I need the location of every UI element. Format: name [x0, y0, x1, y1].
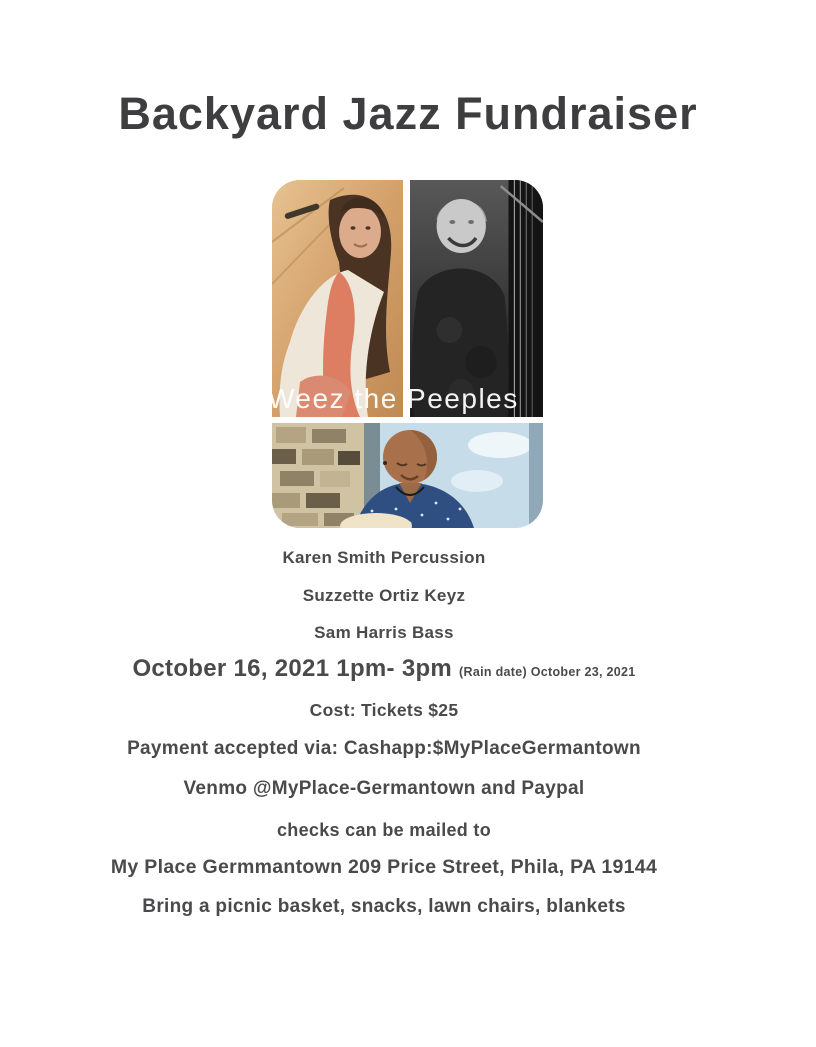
event-datetime: October 16, 2021 1pm- 3pm	[132, 655, 453, 682]
event-date-line	[0, 655, 768, 683]
member-line-percussion: Karen Smith Percussion	[282, 548, 486, 567]
ticket-cost-line: Cost: Tickets $25	[309, 700, 459, 720]
venmo-paypal-line: Venmo @MyPlace-Germantown and Paypal	[183, 778, 585, 799]
band-photo-collage	[268, 180, 543, 528]
rain-date-note: (Rain date) October 23, 2021	[459, 665, 636, 679]
mailing-address-line: My Place Germmantown 209 Price Street, Phila, PA 19144	[110, 856, 658, 878]
payment-methods-line: Payment accepted via: Cashapp:$MyPlaceGermantown	[127, 738, 641, 759]
bring-items-line: Bring a picnic basket, snacks, lawn chairs, blankets	[142, 896, 626, 917]
checks-mailed-line: checks can be mailed to	[277, 820, 491, 840]
photo-karen-illustration	[272, 423, 543, 528]
band-name-overlay: Weez the Peeples	[268, 383, 519, 414]
photo-suzzette-illustration	[272, 180, 403, 417]
member-line-bass: Sam Harris Bass	[314, 623, 454, 642]
photo-suzzette-selfie	[272, 180, 403, 417]
member-line-keys: Suzzette Ortiz Keyz	[302, 586, 466, 605]
photo-karen-percussionist	[272, 423, 543, 528]
photo-sam-illustration	[410, 180, 543, 417]
photo-sam-bassist	[410, 180, 543, 417]
flyer-title: Backyard Jazz Fundraiser	[118, 88, 698, 139]
